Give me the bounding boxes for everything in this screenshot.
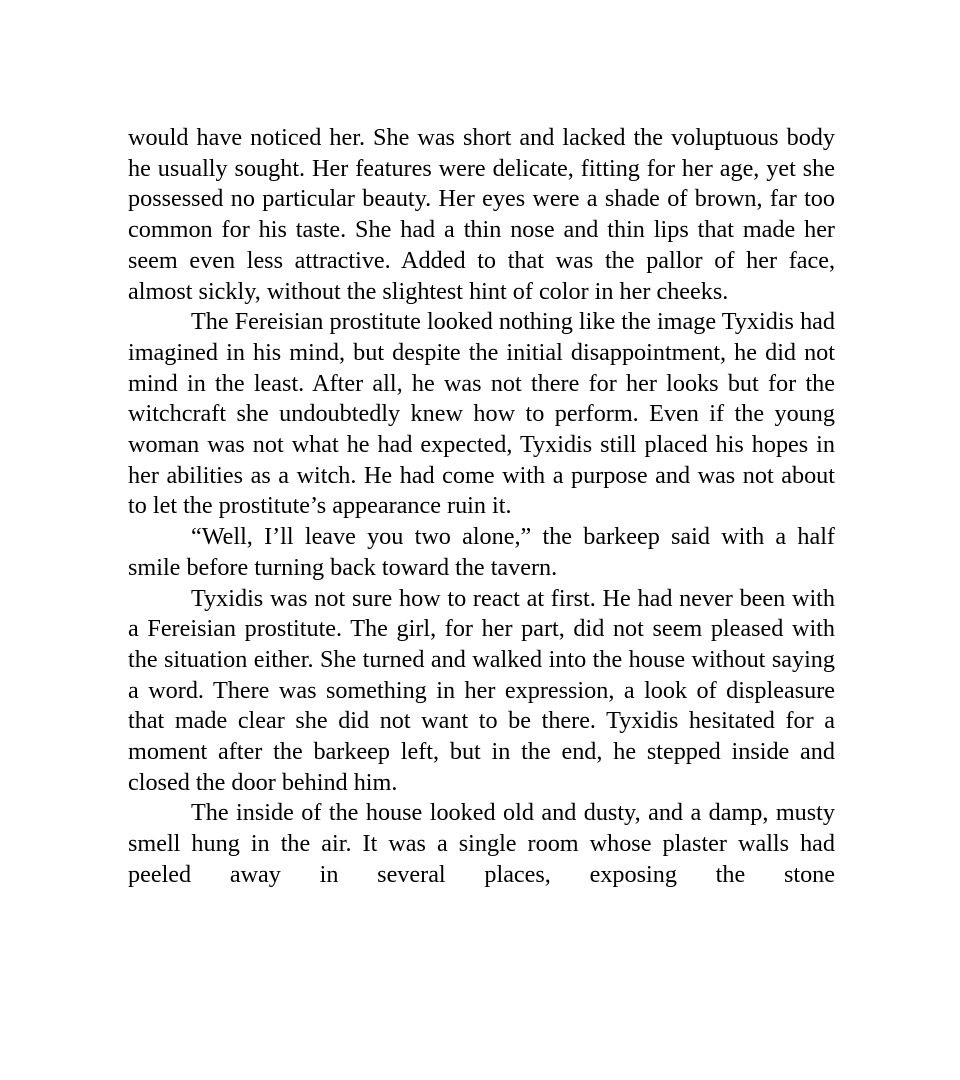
paragraph: would have noticed her. She was short and lacked the voluptuous body he usually sought. Her features were delicate, fitting for her age, yet she possessed no particular beauty. Her eyes were a shade of brown, far too common for his taste. She had a thin nose and thin lips that made her seem even less attractive. Added to that was the pallor of her face, almost sickly, without the slightest hint of color in her cheeks. [128,124,835,305]
page-body-text [128,123,835,891]
paragraph: “Well, I’ll leave you two alone,” the barkeep said with a half smile before turning back toward the tavern. [128,523,835,581]
paragraph: The inside of the house looked old and dusty, and a damp, musty smell hung in the air. It was a single room whose plaster walls had peeled away in several places, exposing the stone [128,799,835,888]
paragraph: The Fereisian prostitute looked nothing like the image Tyxidis had imagined in his mind, but despite the initial disappointment, he did not mind in the least. After all, he was not there for her looks but for the witchcraft she undoubtedly knew how to perform. Even if the young woman was not what he had expected, Tyxidis still placed his hopes in her abilities as a witch. He had come with a purpose and was not about to let the prostitute’s appearance ruin it. [128,308,835,520]
paragraph: Tyxidis was not sure how to react at first. He had never been with a Fereisian prostitute. The girl, for her part, did not seem pleased with the situation either. She turned and walked into the house without saying a word. There was something in her expression, a look of displeasure that made clear she did not want to be there. Tyxidis hesitated for a moment after the barkeep left, but in the end, he stepped inside and closed the door behind him. [128,584,835,796]
